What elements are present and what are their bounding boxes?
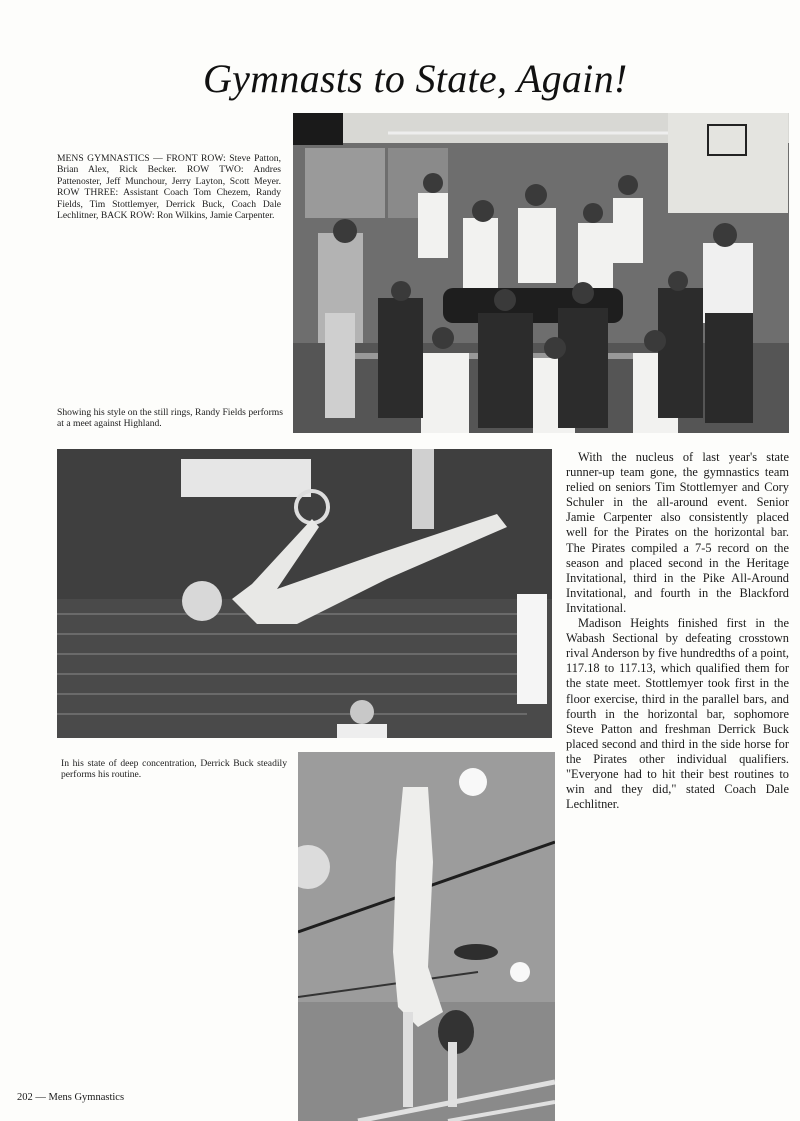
article-paragraph: Madison Heights finished first in the Wabash Sectional by defeating crosstown rival Anderson by five hundredths of a point, 117.18 to 117.13, which qualified them for the state meet. Stottlemyer took first in the floor exercise, third in the parallel bars, and fourth in the horizontal bar, sophomore Steve Patton and freshman Derrick Buck placed second and third in the side horse for the Pirates other individual qualifiers. "Everyone had to hit their best routines to win and they did," stated Coach Dale Lechlitner. (566, 616, 789, 812)
rings-photo-image (57, 449, 552, 738)
team-photo-image (293, 113, 789, 433)
article-body (566, 450, 789, 812)
handstand-photo-image (298, 752, 555, 1121)
rings-photo (57, 449, 552, 738)
page-title: Gymnasts to State, Again! (203, 56, 628, 101)
team-photo (293, 113, 789, 433)
page-folio: 202 — Mens Gymnastics (17, 1092, 125, 1103)
article-paragraph: With the nucleus of last year's state runner-up team gone, the gymnastics team relied on seniors Tim Stottlemyer and Cory Schuler in the all-around event. Senior Jamie Carpenter also consistently placed well for the Pirates on the horizontal bar. The Pirates compiled a 7-5 record on the season and placed second in the Heritage Invitational, third in the Pike All-Around Invitational, and fourth in the Blackford Invitational. (566, 450, 789, 615)
handstand-photo-caption: In his state of deep concentration, Derrick Buck steadily performs his routine. (61, 758, 287, 781)
team-photo-caption: MENS GYMNASTICS — FRONT ROW: Steve Patton, Brian Alex, Rick Becker. ROW TWO: Andres Pattenoster, Jeff Munchour, Jerry Layton, Scott Meyer. ROW THREE: Assistant Coach Tom Chezem, Randy Fields, Tim Stottlemyer, Derrick Buck, Coach Dale Lechlitner, BACK ROW: Ron Wilkins, Jamie Carpenter. (57, 153, 281, 222)
rings-photo-caption: Showing his style on the still rings, Randy Fields performs at a meet against Highland. (57, 407, 283, 430)
handstand-photo (298, 752, 555, 1121)
